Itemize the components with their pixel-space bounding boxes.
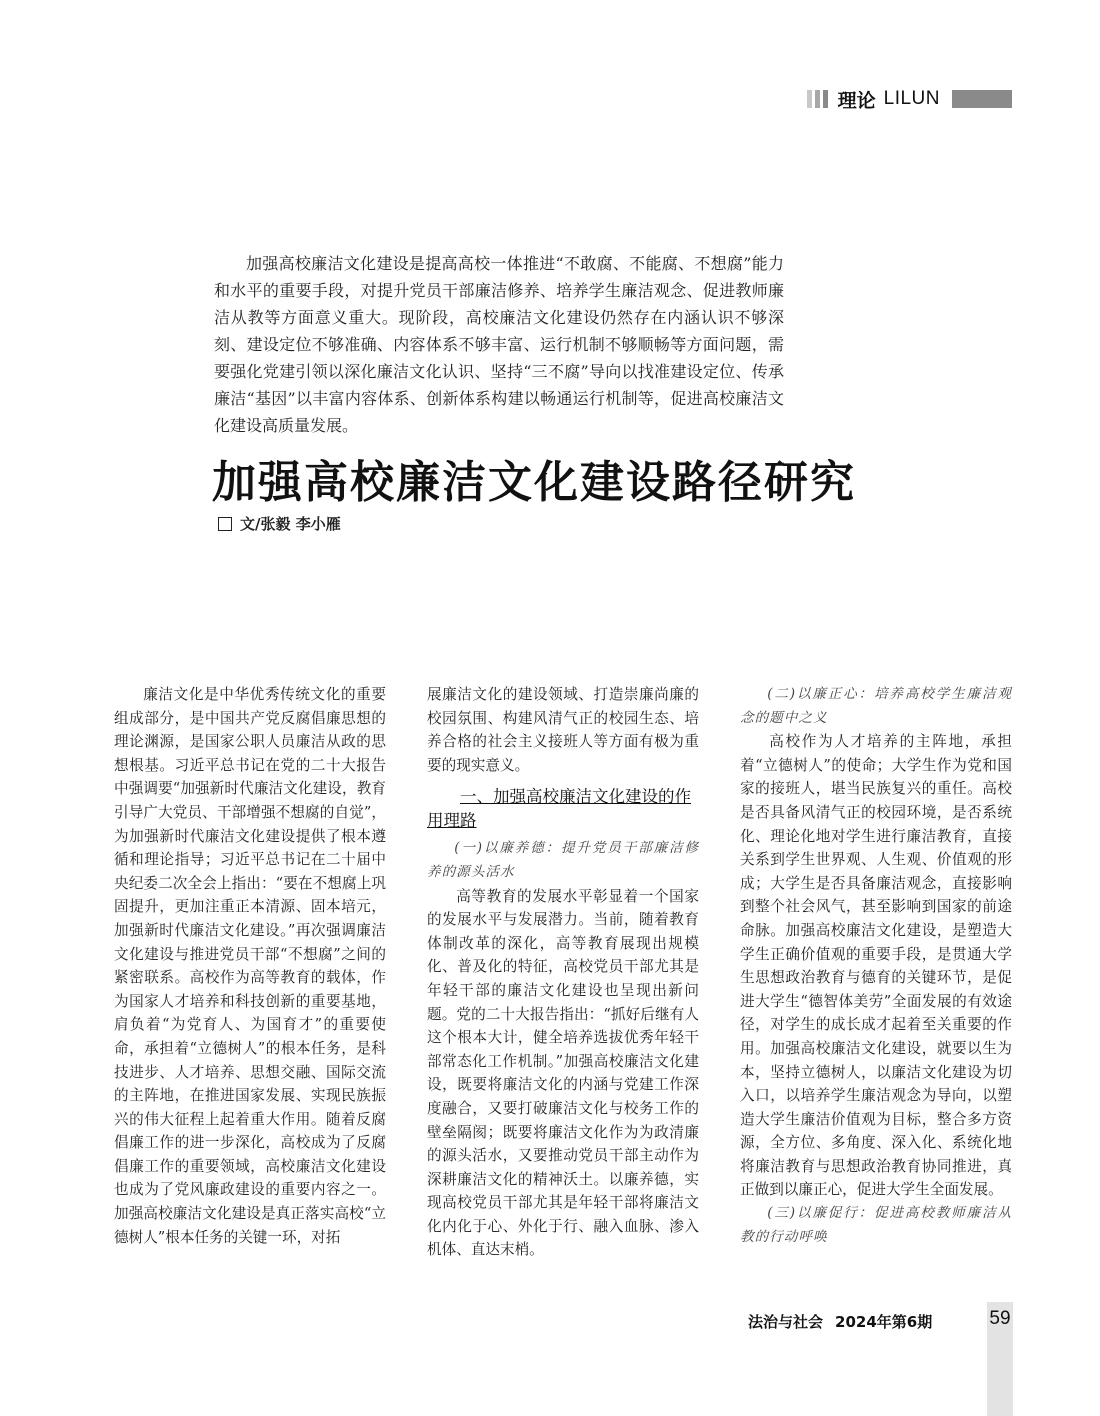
journal-name: 法治与社会 xyxy=(748,1313,824,1331)
section-bars-decoration xyxy=(807,90,828,108)
section-heading: 一、加强高校廉洁文化建设的作用理路 xyxy=(427,787,691,831)
section-bar-decoration xyxy=(952,90,1012,108)
paragraph: 廉洁文化是中华优秀传统文化的重要组成部分，是中国共产党反腐倡廉思想的理论渊源，是国家公职人员廉洁从政的思想根基。习近平总书记在党的二十大报告中强调要“加强新时代廉洁文化建设，教育引导广大党员、干部增强不想腐的自觉”，为加强新时代廉洁文化建设提供了根本遵循和理论指导；习近平总书记在二十届中央纪委二次全会上指出：“要在不想腐上巩固提升，更加注重正本清源、固本培元，加强新时代廉洁文化建设。”再次强调廉洁文化建设与推进党员干部“不想腐”之间的紧密联系。高校作为高等教育的载体，作为国家人才培养和科技创新的重要基地，肩负着“为党育人、为国育才”的重要使命，承担着“立德树人”的根本任务，是科技进步、人才培养、思想交融、国际交流的主阵地，在推进国家发展、实现民族振兴的伟大征程上起着重大作用。随着反腐倡廉工作的进一步深化，高校成为了反腐倡廉工作的重要领域，高校廉洁文化建设也成为了党风廉政建设的重要内容之一。加强高校廉洁文化建设是真正落实高校“立德树人”根本任务的关键一环，对拓 xyxy=(114,686,386,1246)
byline xyxy=(218,513,341,534)
column-1 xyxy=(114,683,386,1249)
paragraph: 高等教育的发展水平彰显着一个国家的发展水平与发展潜力。当前，随着教育体制改革的深化，高等教育展现出规模化、普及化的特征，高校党员干部尤其是年轻干部的廉洁文化建设也呈现出新问题。党的二十大报告指出：“抓好后继有人这个根本大计，健全培养选拔优秀年轻干部常态化工作机制。”加强高校廉洁文化建设，既要将廉洁文化的内涵与党建工作深度融合，又要打破廉洁文化与校务工作的壁垒隔阂；既要将廉洁文化作为为政清廉的源头活水，又要推动党员干部主动作为深耕廉洁文化的精神沃土。以廉养德，实现高校党员干部尤其是年轻干部将廉洁文化内化于心、外化于行、融入血脉、渗入机体、直达末梢。 xyxy=(427,887,699,1259)
column-2 xyxy=(427,683,699,1262)
section-name-en: LILUN xyxy=(883,88,940,109)
paragraph: 展廉洁文化的建设领域、打造崇廉尚廉的校园氛围、构建风清气正的校园生态、培养合格的社会主义接班人等方面有极为重要的现实意义。 xyxy=(427,686,699,774)
abstract: 加强高校廉洁文化建设是提高高校一体推进“不敢腐、不能腐、不想腐”能力和水平的重要手段，对提升党员干部廉洁修养、培养学生廉洁观念、促进教师廉洁从教等方面意义重大。现阶段，高校廉洁文化建设仍然存在内涵认识不够深刻、建设定位不够准确、内容体系不够丰富、运行机制不够顺畅等方面问题，需要强化党建引领以深化廉洁文化认识、坚持“三不腐”导向以找准建设定位、传承廉洁“基因”以丰富内容体系、创新体系构建以畅通运行机制等，促进高校廉洁文化建设高质量发展。 xyxy=(214,254,784,435)
footer xyxy=(748,1311,932,1332)
article-title: 加强高校廉洁文化建设路径研究 xyxy=(212,457,856,508)
page-number: 59 xyxy=(989,1308,1011,1329)
subsection-heading: (一)以廉养德：提升党员干部廉洁修养的源头活水 xyxy=(427,840,699,880)
section-name-cn: 理论 xyxy=(837,89,876,112)
square-bullet-icon xyxy=(218,517,232,531)
subsection-heading: (三)以廉促行：促进高校教师廉洁从教的行动呼唤 xyxy=(740,1205,1012,1245)
column-3 xyxy=(740,683,1012,1249)
paragraph: 高校作为人才培养的主阵地，承担着“立德树人”的使命；大学生作为党和国家的接班人，堪当民族复兴的重任。高校是否具备风清气正的校园环境，是否系统化、理论化地对学生进行廉洁教育，直接关系到学生世界观、人生观、价值观的形成；大学生是否具备廉洁观念，直接影响到整个社会风气，甚至影响到国家的前途命脉。加强高校廉洁文化建设，是塑造大学生正确价值观的重要手段，是贯通大学生思想政治教育与德育的关键环节，是促进大学生“德智体美劳”全面发展的有效途径，对学生的成长成才起着至关重要的作用。加强高校廉洁文化建设，就要以生为本，坚持立德树人，以廉洁文化建设为切入口，以培养学生廉洁观念为导向，以塑造大学生廉洁价值观为目标，整合多方资源，全方位、多角度、深入化、系统化地将廉洁教育与思想政治教育协同推进，真正做到以廉正心，促进大学生全面发展。 xyxy=(740,733,1012,1199)
subsection-heading: (二)以廉正心：培养高校学生廉洁观念的题中之义 xyxy=(740,686,1012,726)
section-tag xyxy=(807,88,1012,110)
authors: 文/张毅 李小雁 xyxy=(240,515,341,533)
journal-issue: 2024年第6期 xyxy=(835,1313,933,1331)
